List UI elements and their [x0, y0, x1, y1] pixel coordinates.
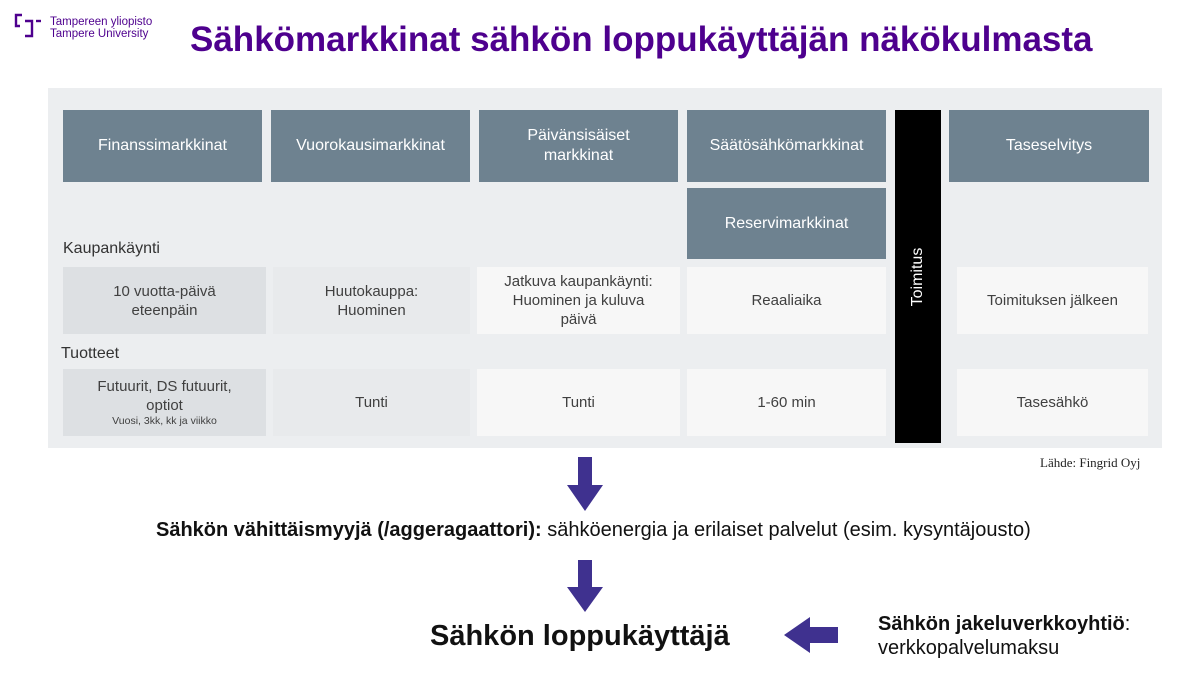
university-logo [12, 10, 172, 46]
page-title: Sähkömarkkinat sähkön loppukäyttäjän näkökulmasta [190, 20, 1093, 59]
trading-cell-finanssi-text: 10 vuotta-päivä eteenpäin [113, 282, 216, 319]
trading-cell-vuorokausi-text: Huutokauppa: Huominen [324, 282, 419, 319]
trading-cell-saato-text: Reaaliaika [751, 292, 822, 309]
product-cell-paivansisainen [477, 369, 680, 436]
retailer-description: sähköenergia ja erilaiset palvelut (esim. kysyntäjousto) [541, 519, 1031, 541]
arrow-down-icon [567, 457, 603, 513]
distribution-colon: : [1124, 613, 1131, 635]
product-cell-tase [957, 369, 1148, 436]
logo-line-1: Tampereen yliopisto [50, 16, 153, 28]
header-reservimarkkinat: Reservimarkkinat [687, 188, 886, 259]
header-vuorokausimarkkinat: Vuorokausimarkkinat [271, 110, 470, 182]
trading-cell-saato [687, 267, 886, 334]
product-cell-saato [687, 369, 886, 436]
trading-cell-paivansisainen [477, 267, 680, 334]
header-paivansisaiset-markkinat [479, 110, 678, 182]
trading-cell-tase [957, 267, 1148, 334]
header-paivansisaiset-label: Päivänsisäiset markkinat [527, 127, 630, 164]
header-finanssimarkkinat: Finanssimarkkinat [63, 110, 262, 182]
end-user-label: Sähkön loppukäyttäjä [430, 620, 730, 652]
trading-cell-finanssi [63, 267, 266, 334]
row-label-tuotteet: Tuotteet [61, 345, 120, 362]
product-cell-finanssi [63, 369, 266, 436]
trading-cell-tase-text: Toimituksen jälkeen [987, 292, 1118, 309]
distribution-company [878, 612, 1130, 660]
product-cell-finanssi-note: Vuosi, 3kk, kk ja viikko [112, 415, 217, 427]
trading-cell-vuorokausi [273, 267, 470, 334]
delivery-bar-label: Toimitus [909, 247, 926, 306]
source-note: Lähde: Fingrid Oyj [1040, 455, 1141, 470]
product-cell-tase-text: Tasesähkö [1016, 394, 1089, 411]
header-saatosahkomarkkinat: Säätösähkömarkkinat [687, 110, 886, 182]
arrow-down-icon [567, 560, 603, 614]
distribution-fee: verkkopalvelumaksu [878, 637, 1060, 659]
product-cell-saato-text: 1-60 min [757, 394, 816, 411]
row-label-kaupankaynti: Kaupankäynti [63, 240, 160, 257]
retailer-label: Sähkön vähittäismyyjä (/aggeragaattori): [156, 519, 542, 541]
retailer-line [156, 519, 1031, 542]
distribution-label: Sähkön jakeluverkkoyhtiö [878, 613, 1125, 635]
delivery-bar [895, 110, 941, 443]
tau-logo-icon [12, 12, 44, 40]
product-cell-paivansisainen-text: Tunti [562, 394, 595, 411]
product-cell-vuorokausi-text: Tunti [355, 394, 388, 411]
product-cell-vuorokausi [273, 369, 470, 436]
trading-cell-paivansisainen-text: Jatkuva kaupankäynti: Huominen ja kuluva päivä [504, 273, 653, 328]
arrow-left-icon [784, 617, 840, 653]
product-cell-finanssi-text: Futuurit, DS futuurit, optiot [97, 378, 232, 414]
header-taseselvitys: Taseselvitys [949, 110, 1149, 182]
logo-line-2: Tampere University [50, 28, 149, 40]
